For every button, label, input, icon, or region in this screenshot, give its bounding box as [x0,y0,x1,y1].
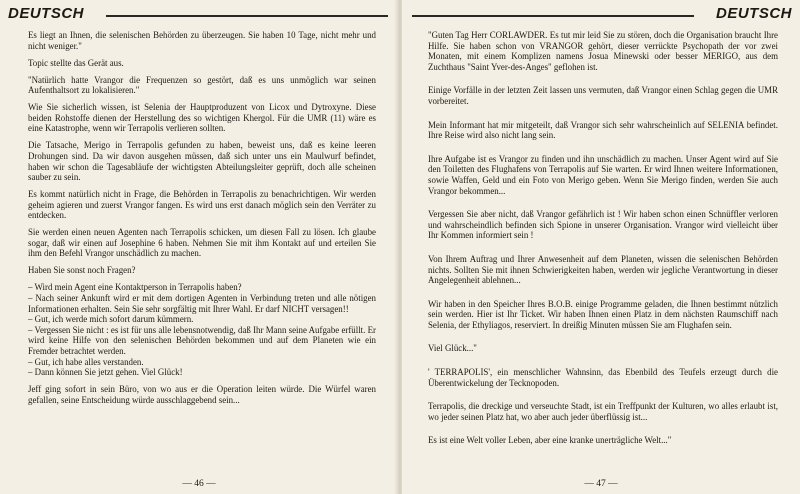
dialogue-line: – Dann können Sie jetzt gehen. Viel Glück! [28,367,183,378]
paragraph: Ihre Aufgabe ist es Vrangor zu finden und ihn unschädlich zu machen. Unser Agent wird auf Sie den Toiletten des Flughafens von Terrapolis auf Sie warten. Er wird Ihnen weitere Informationen, sowie Waffen, Geld und ein Foto von Merigo geben. Wenn Sie Merigo finden, werden Sie auch Vrangor bekommen... [428,153,778,196]
paragraph: "Guten Tag Herr CORLAWDER. Es tut mir leid Sie zu stören, doch die Organisation braucht Ihre Hilfe. Sie haben schon von VRANGOR gehört, dieser verrückte Psychopath der vor zwei Monaten, mit einem Komplizen namens Josua Minewski oder besser MERIGO, aus dem Zuchthaus "Saint Yver-des-Anges" geflohen ist. [428,30,778,72]
dialogue-line: – Vergessen Sie nicht : es ist für uns alle lebensnotwendig, daß Ihr Mann seine Aufgabe erfüllt. Er wird keine Hilfe von den selenischen Behörden bekommen und auf dem Planeten wie ein Fremder betrachtet werden. [28,324,376,356]
paragraph: Mein Informant hat mir mitgeteilt, daß Vrangor sich sehr wahrscheinlich auf SELENIA befindet. Ihre Reise wird also nicht lang sein. [428,119,778,141]
paragraph: Wir haben in den Speicher Ihres B.O.B. einige Programme geladen, die Ihnen bestimmt nützlich sein werden. Hier ist Ihr Ticket. Wir haben Ihnen einen Platz in dem nächsten Raumschiff nach Selenia, der Ethyliagos, reserviert. In dreißig Minuten müssen Sie am Flughafen sein. [428,298,778,330]
paragraph: Sie werden einen neuen Agenten nach Terrapolis schicken, um diesen Fall zu lösen. Ich glaube sogar, daß wir einen auf Josephine 6 haben. Nehmen Sie mit ihm Kontakt auf und erteilen Sie ihm den Befehl Vrangor unschädlich zu machen. [28,227,376,259]
paragraph: Es ist eine Welt voller Leben, aber eine kranke unerträgliche Welt..." [428,435,672,446]
dialogue-line: – Gut, ich habe alles verstanden. [28,356,144,367]
right-header-title: DEUTSCH [715,5,792,22]
paragraph: Einige Vorfälle in der letzten Zeit lassen uns vermuten, daß Vrangor einen Schlag gegen die UMR vorbereitet. [428,85,778,106]
page-number: — 47 — [584,479,618,489]
dialogue-line: – Nach seiner Ankunft wird er mit dem dortigen Agenten in Verbindung treten und alle nötigen Informationen erhalten. Sein Sie sehr sorgfältig mit Ihrer Wahl. Er darf NICHT versagen!! [28,293,376,314]
paragraph: Topic stellte das Gerät aus. [28,57,124,68]
left-page [0,0,398,494]
page-number: — 46 — [182,479,216,489]
header-rule [412,15,694,17]
paragraph: "Natürlich hatte Vrangor die Frequenzen so gestört, daß es uns unmöglich war seinen Aufenthaltsort zu lokalisieren." [28,74,376,96]
left-header-title: DEUTSCH [8,5,85,22]
right-page-body [428,30,778,468]
paragraph: Vergessen Sie aber nicht, daß Vrangor gefährlich ist ! Wir haben schon einen Schnüffler verloren und wahrscheindlich befinden sich Spione in unserer Organisation. Vrangor wird vielleicht über Ihr Kommen informiert sein ! [428,209,778,241]
header-rule [106,15,388,17]
right-page-header [412,6,794,24]
paragraph: Terrapolis, die dreckige und verseuchte Stadt, ist ein Treffpunkt der Kulturen, wo alles erlaubt ist, wo jeder seinen Platz hat, wo aber auch jeder überflüssig ist... [428,401,778,422]
paragraph: ' TERRAPOLIS', ein menschlicher Wahnsinn, das Ebenbild des Teufels erzeugt durch die Überentwickelung der Tecknopoden. [428,367,778,388]
right-page [402,0,800,494]
paragraph: Von Ihrem Auftrag und Ihrer Anwesenheit auf dem Planeten, wissen die selenischen Behörden nichts. Sollten Sie mit ihnen Schwierigkeiten haben, werden wir jegliche Verantwortung in dieser Angelegenheit ablehnen... [428,253,778,286]
paragraph: Es liegt an Ihnen, die selenischen Behörden zu überzeugen. Sie haben 10 Tage, nicht mehr und nicht weniger." [28,30,376,51]
dialogue-line: – Gut, ich werde mich sofort darum kümmern. [28,314,194,325]
dialogue-line: – Wird mein Agent eine Kontaktperson in Terrapolis haben? [28,282,242,293]
paragraph: Die Tatsache, Merigo in Terrapolis gefunden zu haben, beweist uns, daß es keine leeren Drohungen sind. Da wir davon ausgehen müssen, daß sich unter uns ein Maulwurf befindet, haben wir schon die Tagesabläufe der wichtigsten Abteilungsleiter geprüft, doch alle scheinen sauber zu sein. [28,140,376,183]
left-page-body [28,30,376,468]
paragraph: Wie Sie sicherlich wissen, ist Selenia der Hauptproduzent von Licox und Dytroxyne. Diese beiden Rohstoffe dienen der Herstellung des so wichtigen Khergol. Für die UMR (11) wäre es eine Katastrophe, wenn wir Terrapolis verlieren sollten. [28,102,376,134]
left-page-header [6,6,388,24]
paragraph: Haben Sie sonst noch Fragen? [28,265,136,276]
paragraph: Jeff ging sofort in sein Büro, von wo aus er die Operation leiten würde. Die Würfel waren gefallen, seine Entscheidung würde ausschlaggebend sein... [28,384,376,405]
paragraph: Viel Glück..." [428,343,477,354]
paragraph: Es kommt natürlich nicht in Frage, die Behörden in Terrapolis zu benachrichtigen. Wir werden geheim agieren und zuerst Vrangor fangen. Es wird uns erst danach möglich sein den Verräter zu entdecken. [28,189,376,221]
